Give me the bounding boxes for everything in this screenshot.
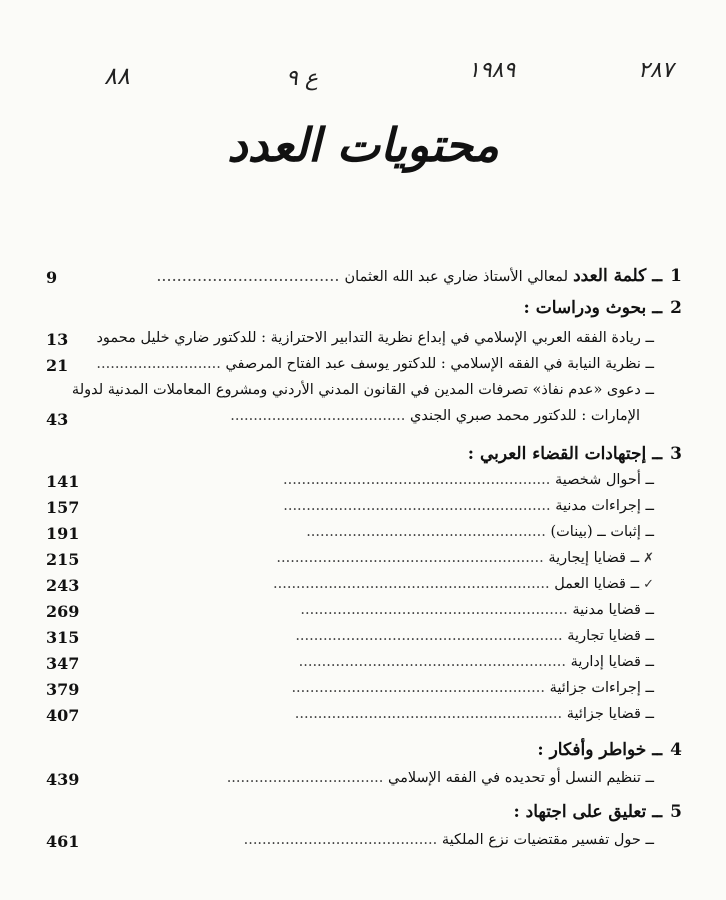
page-number: 141 <box>46 472 80 491</box>
toc-item[interactable]: ــ أحوال شخصية .......................................................... <box>283 472 654 488</box>
page-number: 157 <box>46 498 80 517</box>
page-number: 191 <box>46 524 80 543</box>
section-title: تعليق على اجتهاد : <box>513 802 647 822</box>
toc-item-continued[interactable] <box>230 408 640 434</box>
section-number: 2 <box>670 298 682 318</box>
handwritten-year: ١٩٨٩ <box>468 58 516 83</box>
page-number: 9 <box>46 268 58 287</box>
toc-item[interactable]: ــ قضايا إدارية .......................................................... <box>298 654 654 670</box>
section-dash: ــ <box>652 802 663 822</box>
section-title: خواطر وأفكار : <box>537 740 647 760</box>
section-number: 3 <box>670 444 682 464</box>
item-text: إثبات ــ (بينات) <box>550 524 641 540</box>
section-dash: ــ <box>652 298 663 318</box>
page-number: 21 <box>46 356 69 375</box>
toc-item[interactable]: ✓ــ قضايا العمل ............................................................ <box>273 576 654 592</box>
page-number: 215 <box>46 550 80 569</box>
page-number: 347 <box>46 654 80 673</box>
toc-item[interactable]: ــ حول تفسير مقتضيات نزع الملكية .......................................... <box>243 832 654 848</box>
item-text: الإمارات : للدكتور محمد صبري الجندي <box>410 408 640 424</box>
toc-section-1[interactable] <box>156 266 682 292</box>
page-number: 439 <box>46 770 80 789</box>
item-text: قضايا إدارية <box>570 654 641 670</box>
dot-leader: .......................................................... <box>294 706 567 722</box>
item-text: قضايا إيجارية <box>548 550 626 566</box>
item-text: إجراءات مدنية <box>555 498 641 514</box>
dot-leader: .................................... <box>156 266 340 285</box>
toc-section-4[interactable] <box>537 740 682 766</box>
toc-item[interactable]: ــ نظرية النيابة في الفقه الإسلامي : للدكتور يوسف عبد الفتاح المرصفي ........................... <box>96 356 654 372</box>
item-text: قضايا العمل <box>554 576 626 592</box>
toc-item[interactable]: ــ تنظيم النسل أو تحديده في الفقه الإسلامي .................................. <box>226 770 654 786</box>
section-dash: ــ <box>652 740 663 760</box>
dot-leader: .......................................................... <box>298 654 571 670</box>
toc-item[interactable]: ــ دعوى «عدم نفاذ» تصرفات المدين في القانون المدني الأردني ومشروع المعاملات المدنية لدولة <box>71 382 654 398</box>
dot-leader: .................................. <box>226 770 389 786</box>
handwritten-number: ٢٨٧ <box>638 58 674 83</box>
item-text: حول تفسير مقتضيات نزع الملكية <box>441 832 641 848</box>
dot-leader: .......................................................... <box>283 498 556 514</box>
handwritten-issue-ref: ع ٩ <box>286 66 318 91</box>
check-mark-icon: ✓ <box>643 577 654 592</box>
toc-section-5[interactable] <box>513 802 682 828</box>
dot-leader: .......................................... <box>243 832 442 848</box>
dot-leader: .......................................................... <box>300 602 573 618</box>
section-dash: ــ <box>652 266 663 286</box>
check-mark-icon: ✗ <box>643 551 654 566</box>
toc-item[interactable]: ــ قضايا جزائية .......................................................... <box>294 706 654 722</box>
dot-leader: ....................................................... <box>291 680 550 696</box>
toc-item[interactable]: ــ إجراءات مدنية .......................................................... <box>283 498 654 514</box>
item-text: أحوال شخصية <box>555 472 641 488</box>
toc-item[interactable]: ــ قضايا تجارية .......................................................... <box>295 628 654 644</box>
item-text: دعوى «عدم نفاذ» تصرفات المدين في القانون المدني الأردني ومشروع المعاملات المدنية لدولة <box>71 382 641 398</box>
section-number: 5 <box>670 802 682 822</box>
item-text: ريادة الفقه العربي الإسلامي في إبداع نظرية التدابير الاحترازية : للدكتور ضاري خليل محمود <box>96 330 641 346</box>
toc-item[interactable]: ــ إجراءات جزائية ....................................................... <box>291 680 654 696</box>
section-number: 4 <box>670 740 682 760</box>
section-title: بحوث ودراسات : <box>523 298 647 318</box>
page-number: 13 <box>46 330 69 349</box>
page-number: 461 <box>46 832 80 851</box>
item-text: قضايا جزائية <box>566 706 641 722</box>
section-number: 1 <box>670 266 682 286</box>
toc-section-2[interactable] <box>524 298 682 324</box>
page-number: 315 <box>46 628 80 647</box>
item-text: نظرية النيابة في الفقه الإسلامي : للدكتور يوسف عبد الفتاح المرصفي <box>225 356 641 372</box>
page-number: 379 <box>46 680 80 699</box>
dot-leader: .................................................... <box>306 524 551 540</box>
toc-item[interactable]: ــ إثبات ــ (بينات) .................................................... <box>306 524 654 540</box>
dot-leader: .......................................................... <box>283 472 555 488</box>
dot-leader: .......................................................... <box>276 550 549 566</box>
section-dash: ــ <box>652 444 663 464</box>
item-text: تنظيم النسل أو تحديده في الفقه الإسلامي <box>388 770 641 786</box>
dot-leader: ............................................................ <box>273 576 555 592</box>
section-text: لمعالي الأستاذ ضاري عبد الله العثمان <box>344 269 568 285</box>
toc-item[interactable]: ✗ــ قضايا إيجارية .......................................................... <box>276 550 654 566</box>
item-text: قضايا مدنية <box>572 602 641 618</box>
page-number: 269 <box>46 602 80 621</box>
toc-item[interactable]: ــ قضايا مدنية .......................................................... <box>300 602 654 618</box>
handwritten-page-number: ٨٨ <box>104 62 130 90</box>
dot-leader: ...................................... <box>230 408 410 424</box>
page-number: 407 <box>46 706 80 725</box>
item-text: قضايا تجارية <box>567 628 641 644</box>
page-number: 243 <box>46 576 80 595</box>
dot-leader: ........................... <box>96 356 226 372</box>
page-title: محتويات العدد <box>227 118 499 172</box>
page-number: 43 <box>46 410 69 429</box>
section-title: كلمة العدد <box>573 266 647 286</box>
dot-leader: .......................................................... <box>295 628 568 644</box>
section-title: إجتهادات القضاء العربي : <box>467 444 647 464</box>
item-text: إجراءات جزائية <box>549 680 641 696</box>
toc-item[interactable]: ــ ريادة الفقه العربي الإسلامي في إبداع نظرية التدابير الاحترازية : للدكتور ضاري خليل محمود <box>96 330 654 346</box>
toc-section-3[interactable] <box>468 444 682 470</box>
